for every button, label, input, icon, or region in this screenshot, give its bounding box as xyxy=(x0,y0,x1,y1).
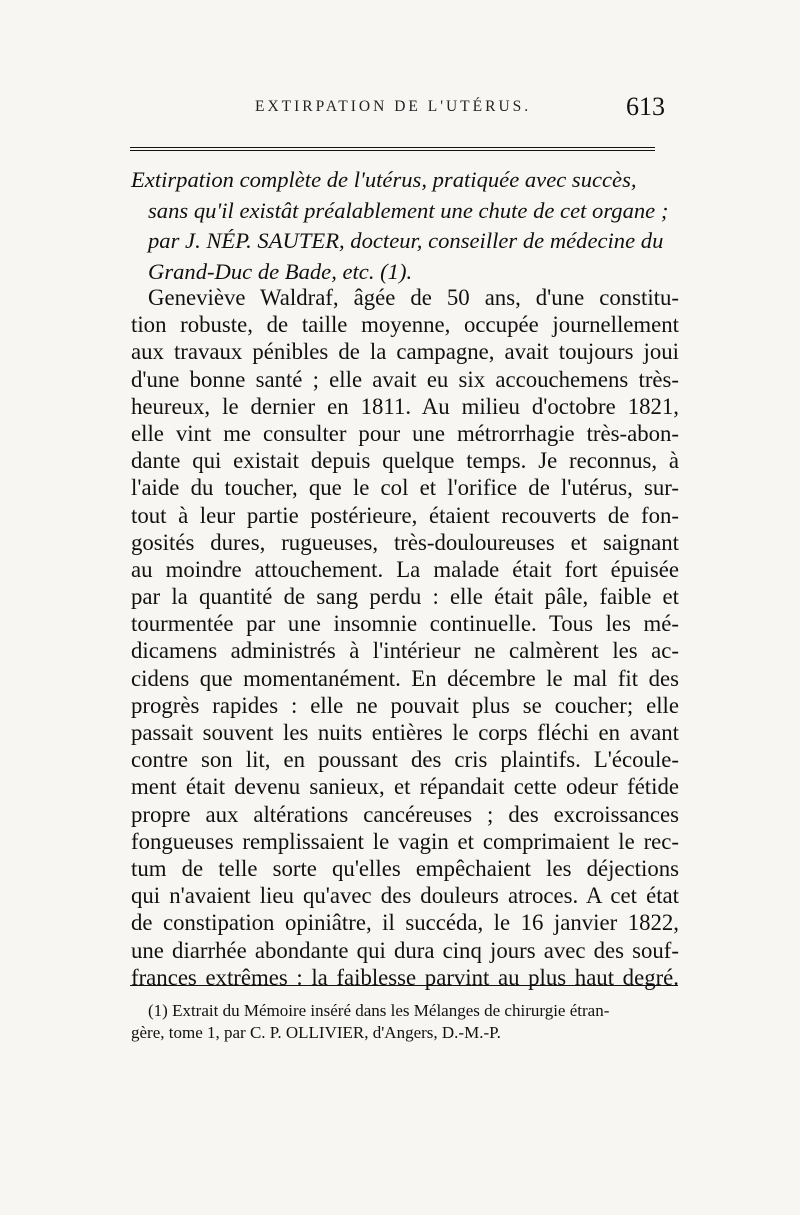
title-line: sans qu'il existât préalablement une chute de cet organe ; xyxy=(148,197,669,223)
body-line: dicamens administrés à l'intérieur ne calmèrent les ac- xyxy=(131,638,679,664)
body-line: l'aide du toucher, que le col et l'orifice de l'utérus, sur- xyxy=(131,475,679,501)
page-number: 613 xyxy=(626,92,665,121)
body-paragraph xyxy=(131,284,679,991)
running-head xyxy=(140,92,665,132)
body-line: une diarrhée abondante qui dura cinq jours avec des souf- xyxy=(131,937,679,963)
title-line: par J. NÉP. SAUTER, docteur, conseiller de médecine du xyxy=(148,228,664,253)
body-line: de constipation opiniâtre, il succéda, le 16 janvier 1822, xyxy=(131,910,679,936)
body-line: frances extrêmes : la faiblesse parvint au plus haut degré. xyxy=(131,964,679,990)
body-line: fongueuses remplissaient le vagin et comprimaient le rec- xyxy=(131,828,679,854)
body-line: tout à leur partie postérieure, étaient recouverts de fon- xyxy=(131,502,679,528)
body-line: tion robuste, de taille moyenne, occupée journellement xyxy=(131,312,679,338)
footnote xyxy=(131,1000,679,1044)
body-line: progrès rapides : elle ne pouvait plus se coucher; elle xyxy=(131,692,679,718)
body-line: au moindre attouchement. La malade était fort épuisée xyxy=(131,556,679,582)
footnote-line: gère, tome 1, par C. P. OLLIVIER, d'Angers, D.-M.-P. xyxy=(131,1023,501,1042)
footnote-line: (1) Extrait du Mémoire inséré dans les Mélanges de chirurgie étran- xyxy=(148,1001,610,1020)
body-line: par la quantité de sang perdu : elle était pâle, faible et xyxy=(131,584,679,610)
body-line: ment était devenu sanieux, et répandait cette odeur fétide xyxy=(131,774,679,800)
body-line: propre aux altérations cancéreuses ; des excroissances xyxy=(131,801,679,827)
running-head-title: EXTIRPATION DE L'UTÉRUS. xyxy=(255,98,532,115)
body-line: aux travaux pénibles de la campagne, avait toujours joui xyxy=(131,339,679,365)
header-double-rule xyxy=(130,147,655,151)
article-title xyxy=(131,165,671,287)
title-line: Extirpation complète de l'utérus, pratiquée avec succès, xyxy=(131,167,637,192)
body-line: heureux, le dernier en 1811. Au milieu d'octobre 1821, xyxy=(131,393,679,419)
body-line: cidens que momentanément. En décembre le mal fit des xyxy=(131,665,679,691)
body-line: contre son lit, en poussant des cris plaintifs. L'écoule- xyxy=(131,747,679,773)
body-line: tum de telle sorte qu'elles empêchaient les déjections xyxy=(131,855,679,881)
body-line: dante qui existait depuis quelque temps. Je reconnus, à xyxy=(131,448,679,474)
footnote-rule xyxy=(130,985,678,986)
title-line: Grand-Duc de Bade, etc. (1). xyxy=(148,258,413,284)
body-line: Geneviève Waldraf, âgée de 50 ans, d'une constitu- xyxy=(148,285,679,310)
body-line: qui n'avaient lieu qu'avec des douleurs atroces. A cet état xyxy=(131,883,679,909)
body-line: gosités dures, rugueuses, très-douloureuses et saignant xyxy=(131,529,679,555)
body-line: d'une bonne santé ; elle avait eu six accouchemens très- xyxy=(131,366,679,392)
body-line: tourmentée par une insomnie continuelle. Tous les mé- xyxy=(131,611,679,637)
body-line: elle vint me consulter pour une métrorrhagie très-abon- xyxy=(131,420,679,446)
body-line: passait souvent les nuits entières le corps fléchi en avant xyxy=(131,720,679,745)
